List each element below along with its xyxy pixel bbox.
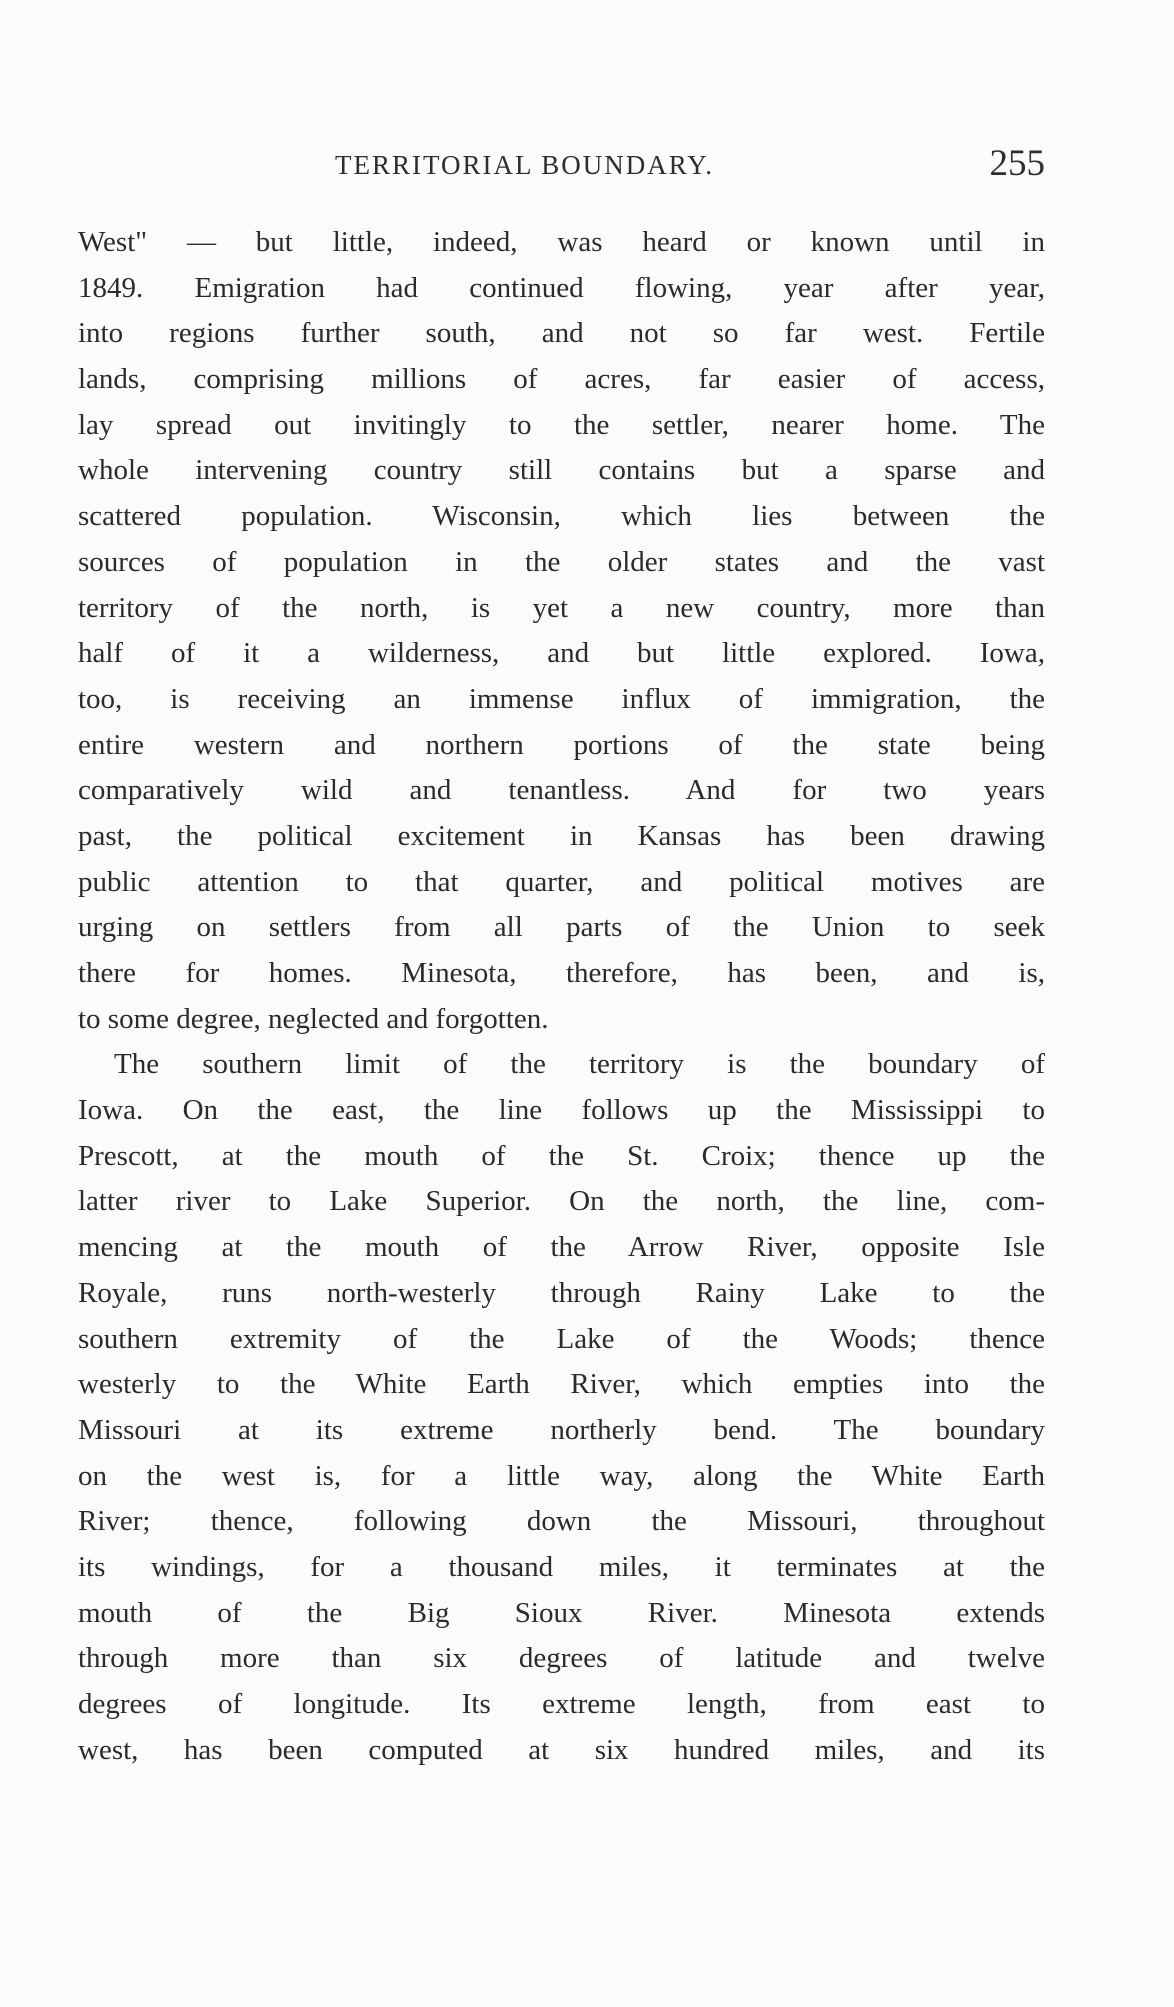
text-line: West" — but little, indeed, was heard or known until in xyxy=(78,226,1045,258)
running-title: TERRITORIAL BOUNDARY. xyxy=(335,150,715,180)
text-line: westerly to the White Earth River, which empties into the xyxy=(78,1368,1045,1401)
text-line: past, the political excitement in Kansas has been drawing xyxy=(78,819,1045,852)
text-line: Iowa. On the east, the line follows up the Mississippi to xyxy=(78,1094,1045,1127)
text-line: into regions further south, and not so far west. Fertile xyxy=(78,317,1045,350)
text-line: too, is receiving an immense influx of immigration, the xyxy=(78,682,1045,715)
text-line: comparatively wild and tenantless. And for two years xyxy=(78,774,1045,807)
text-line: whole intervening country still contains but a sparse and xyxy=(78,454,1045,487)
text-line: sources of population in the older states and the vast xyxy=(78,545,1045,578)
text-line: scattered population. Wisconsin, which lies between the xyxy=(78,500,1045,533)
text-line: Missouri at its extreme northerly bend. The boundary xyxy=(78,1413,1045,1446)
page-number: 255 xyxy=(989,143,1045,184)
text-line: its windings, for a thousand miles, it terminates at the xyxy=(78,1550,1045,1583)
text-line: Royale, runs north-westerly through Rainy Lake to the xyxy=(78,1276,1045,1309)
text-line: mencing at the mouth of the Arrow River, opposite Isle xyxy=(78,1231,1045,1264)
text-line: territory of the north, is yet a new country, more than xyxy=(78,591,1045,624)
text-line: urging on settlers from all parts of the Union to seek xyxy=(78,911,1045,944)
text-line: on the west is, for a little way, along the White Earth xyxy=(78,1459,1045,1492)
text-line: west, has been computed at six hundred miles, and its xyxy=(78,1733,1045,1766)
text-line: River; thence, following down the Missouri, throughout xyxy=(78,1505,1045,1538)
text-line: lay spread out invitingly to the settler, nearer home. The xyxy=(78,408,1045,441)
body-text xyxy=(78,220,1045,1773)
text-line: mouth of the Big Sioux River. Minesota extends xyxy=(78,1596,1045,1629)
text-line: latter river to Lake Superior. On the north, the line, com- xyxy=(78,1185,1045,1218)
text-line: 1849. Emigration had continued flowing, year after year, xyxy=(78,271,1045,304)
text-line: The southern limit of the territory is the boundary of xyxy=(114,1048,1045,1081)
text-line: entire western and northern portions of the state being xyxy=(78,728,1045,761)
text-line: there for homes. Minesota, therefore, has been, and is, xyxy=(78,957,1045,989)
text-line: through more than six degrees of latitude and twelve xyxy=(78,1642,1045,1675)
text-line: public attention to that quarter, and political motives are xyxy=(78,865,1045,898)
text-line: lands, comprising millions of acres, far easier of access, xyxy=(78,363,1045,396)
text-line: to some degree, neglected and forgotten. xyxy=(78,1002,549,1035)
text-line: Prescott, at the mouth of the St. Croix; thence up the xyxy=(78,1139,1045,1172)
text-line: degrees of longitude. Its extreme length, from east to xyxy=(78,1688,1045,1720)
text-line: southern extremity of the Lake of the Woods; thence xyxy=(78,1322,1045,1355)
text-line: half of it a wilderness, and but little explored. Iowa, xyxy=(78,637,1045,670)
page-header xyxy=(335,142,1045,192)
